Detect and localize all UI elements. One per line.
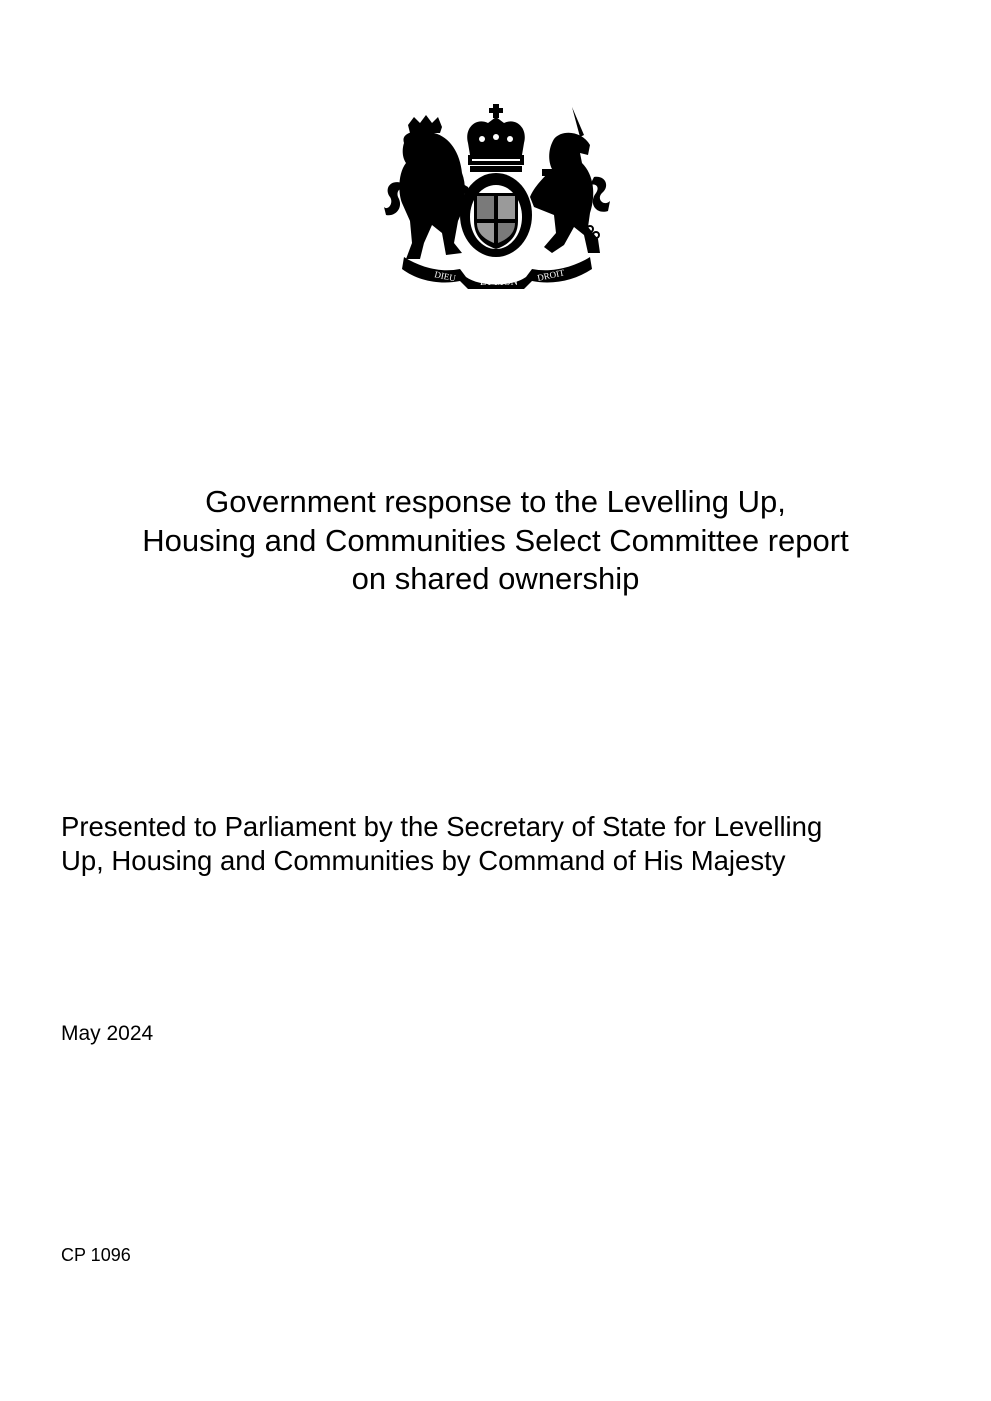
title-line-3: on shared ownership: [351, 561, 640, 596]
document-title: [0, 483, 991, 599]
command-paper-number: CP 1096: [61, 1245, 131, 1265]
motto-dieu: DIEU: [433, 269, 457, 284]
motto-et-mon: ET MON: [480, 277, 518, 288]
publication-date: May 2024: [61, 1022, 154, 1045]
title-line-1: Government response to the Levelling Up,: [205, 484, 786, 519]
presentation-line-2: Up, Housing and Communities by Command of His Majesty: [61, 845, 786, 876]
presentation-line-1: Presented to Parliament by the Secretary of State for Levelling: [61, 811, 823, 842]
presentation-statement: [61, 810, 961, 878]
title-line-2: Housing and Communities Select Committee report: [142, 522, 849, 558]
motto-droit: DROIT: [536, 267, 566, 283]
royal-coat-of-arms-icon: [384, 103, 610, 289]
